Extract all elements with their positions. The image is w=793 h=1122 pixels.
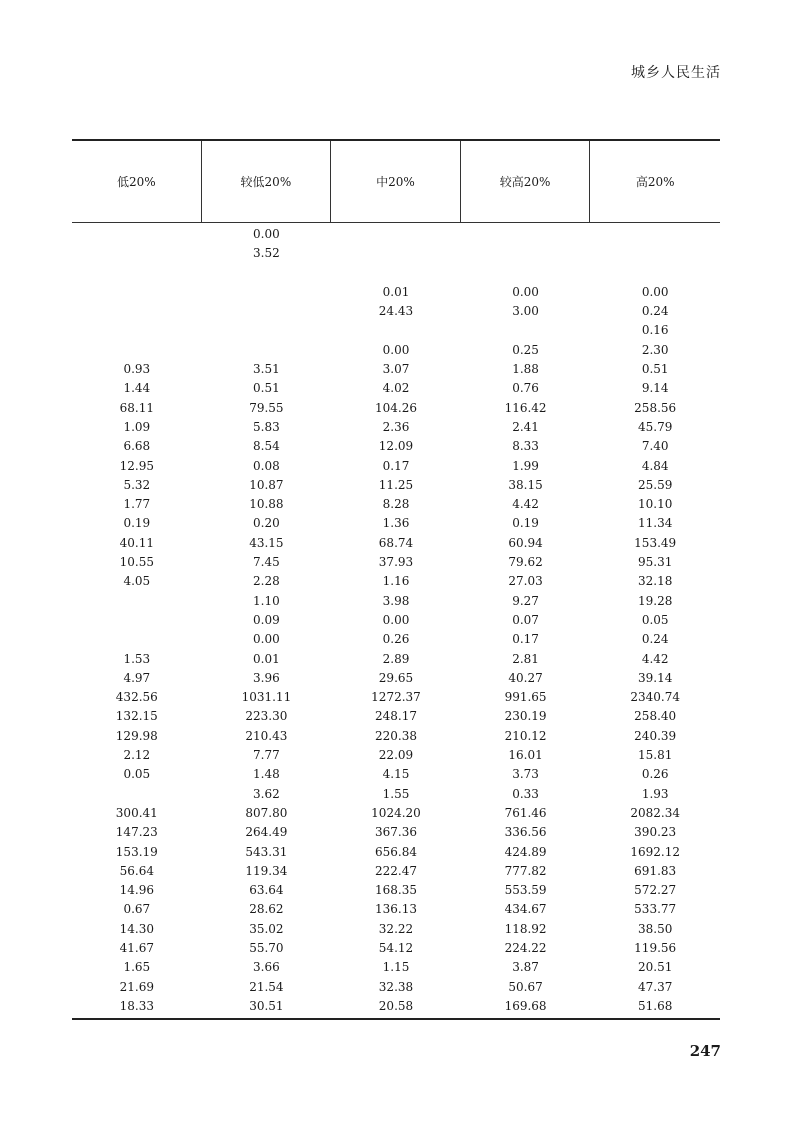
table-cell <box>72 264 202 283</box>
table-cell: 1.55 <box>382 786 410 801</box>
table-cell: 2.81 <box>512 651 539 666</box>
table-cell: 807.80 <box>245 805 288 820</box>
table-cell: 16.01 <box>508 748 543 763</box>
table-cell: 24.43 <box>378 304 414 319</box>
table-cell: 1.09 <box>123 419 151 434</box>
table-cell: 0.33 <box>512 786 539 801</box>
table-cell: 68.11 <box>119 400 154 415</box>
table-cell <box>461 244 591 263</box>
table-cell: 0.00 <box>253 227 280 241</box>
table-cell <box>331 244 461 263</box>
column-header: 中20% <box>331 141 461 222</box>
table-row <box>72 572 720 591</box>
table-cell: 0.24 <box>641 304 669 319</box>
table-cell <box>72 244 202 263</box>
table-cell: 40.11 <box>119 535 154 550</box>
table-cell: 35.02 <box>249 921 284 936</box>
table-cell: 1031.11 <box>241 690 292 705</box>
table-cell: 14.96 <box>119 883 154 898</box>
table-cell: 68.74 <box>378 535 414 550</box>
table-header-row <box>72 141 720 223</box>
table-row <box>72 418 720 437</box>
table-cell <box>72 341 202 360</box>
table-row <box>72 881 720 900</box>
table-cell: 4.97 <box>123 670 151 685</box>
table-row <box>72 495 720 514</box>
table-cell: 119.56 <box>634 940 677 955</box>
table-cell: 56.64 <box>119 863 154 878</box>
table-row <box>72 360 720 379</box>
table-cell <box>72 630 202 649</box>
table-cell: 0.19 <box>512 516 539 531</box>
table-cell: 10.10 <box>637 497 673 512</box>
table-cell: 21.69 <box>119 979 154 994</box>
table-row <box>72 341 720 360</box>
table-cell: 7.45 <box>253 555 280 570</box>
table-cell: 367.36 <box>374 825 417 840</box>
table-cell: 38.15 <box>508 477 543 492</box>
table-cell: 40.27 <box>508 670 543 685</box>
table-cell <box>72 283 202 302</box>
table-cell: 15.81 <box>637 748 673 763</box>
table-cell: 777.82 <box>504 863 547 878</box>
table-cell: 9.27 <box>512 593 539 608</box>
table-cell: 258.56 <box>634 400 677 415</box>
table-cell: 8.28 <box>382 497 410 512</box>
table-cell: 2.28 <box>253 574 280 589</box>
table-cell: 1.99 <box>512 458 539 473</box>
table-cell: 2.12 <box>123 748 151 763</box>
table-cell: 656.84 <box>374 844 417 859</box>
table-cell: 300.41 <box>115 805 158 820</box>
table-cell: 9.14 <box>641 381 669 396</box>
table-cell: 153.49 <box>634 535 677 550</box>
table-cell: 222.47 <box>374 863 417 878</box>
table-cell: 10.55 <box>119 555 154 570</box>
table-cell: 4.02 <box>382 381 410 396</box>
table-bottom-rule <box>72 1018 720 1020</box>
table-cell: 0.51 <box>641 362 669 377</box>
table-cell: 0.17 <box>512 632 539 647</box>
table-cell: 432.56 <box>115 690 158 705</box>
table-row <box>72 958 720 977</box>
table-cell <box>202 321 332 340</box>
table-cell: 0.19 <box>123 516 151 531</box>
table-cell <box>202 302 332 321</box>
table-cell: 3.66 <box>253 960 280 975</box>
table-cell: 45.79 <box>637 419 673 434</box>
table-cell: 11.25 <box>378 477 414 492</box>
table-cell: 0.08 <box>253 458 280 473</box>
table-cell: 3.07 <box>382 362 410 377</box>
table-cell: 27.03 <box>508 574 543 589</box>
table-cell: 0.20 <box>253 516 280 531</box>
table-cell: 8.33 <box>512 439 539 454</box>
table-cell: 210.43 <box>245 728 288 743</box>
page-number: 247 <box>689 1042 721 1060</box>
table-cell: 5.32 <box>123 477 151 492</box>
table-cell: 230.19 <box>504 709 547 724</box>
table-cell: 1.48 <box>253 767 280 782</box>
table-row <box>72 843 720 862</box>
table-cell: 8.54 <box>253 439 280 454</box>
table-row <box>72 823 720 842</box>
data-table <box>72 139 720 1020</box>
table-cell: 0.51 <box>253 381 280 396</box>
table-cell: 32.18 <box>637 574 673 589</box>
table-cell: 2340.74 <box>630 690 680 705</box>
table-cell: 136.13 <box>374 902 417 917</box>
table-cell: 3.87 <box>512 960 539 975</box>
table-row <box>72 746 720 765</box>
table-cell: 1024.20 <box>371 805 421 820</box>
table-row <box>72 534 720 553</box>
table-cell: 0.01 <box>382 284 410 299</box>
table-cell: 7.40 <box>641 439 669 454</box>
table-row <box>72 264 720 283</box>
table-cell: 1.53 <box>123 651 151 666</box>
table-row <box>72 611 720 630</box>
table-cell: 37.93 <box>378 555 414 570</box>
table-cell: 119.34 <box>245 863 288 878</box>
table-cell <box>72 225 202 244</box>
table-cell: 47.37 <box>637 979 673 994</box>
table-row <box>72 321 720 340</box>
table-cell: 79.62 <box>508 555 543 570</box>
table-cell: 147.23 <box>115 825 158 840</box>
table-cell <box>331 264 461 283</box>
table-row <box>72 283 720 302</box>
table-cell: 761.46 <box>504 805 547 820</box>
table-cell: 991.65 <box>504 690 547 705</box>
table-cell: 0.16 <box>641 323 669 338</box>
table-cell: 4.42 <box>512 497 539 512</box>
table-row <box>72 707 720 726</box>
table-cell: 129.98 <box>115 728 158 743</box>
table-cell: 19.28 <box>637 593 673 608</box>
table-cell: 1.88 <box>512 362 539 377</box>
table-cell: 25.59 <box>637 477 673 492</box>
table-cell: 3.51 <box>253 362 280 377</box>
table-cell: 0.00 <box>512 284 539 299</box>
table-cell: 10.87 <box>249 477 284 492</box>
table-cell: 20.51 <box>637 960 673 975</box>
table-cell: 169.68 <box>504 998 547 1013</box>
table-cell: 390.23 <box>634 825 677 840</box>
table-cell: 0.26 <box>382 632 410 647</box>
table-cell: 0.00 <box>253 632 280 647</box>
table-cell: 0.67 <box>123 902 151 917</box>
table-cell: 41.67 <box>119 940 154 955</box>
table-cell: 0.05 <box>641 612 669 627</box>
table-row <box>72 476 720 495</box>
running-head: 城乡人民生活 <box>631 65 721 81</box>
table-row <box>72 669 720 688</box>
table-cell: 2.41 <box>512 419 539 434</box>
table-cell: 0.00 <box>641 284 669 299</box>
table-cell: 21.54 <box>249 979 284 994</box>
table-row <box>72 727 720 746</box>
table-cell: 1272.37 <box>371 690 421 705</box>
table-cell: 0.76 <box>512 381 539 396</box>
table-cell: 12.09 <box>378 439 414 454</box>
table-cell: 0.25 <box>512 342 539 357</box>
table-cell <box>331 321 461 340</box>
table-cell: 4.84 <box>641 458 669 473</box>
table-cell: 39.14 <box>637 670 673 685</box>
table-row <box>72 553 720 572</box>
table-row <box>72 900 720 919</box>
table-cell: 0.17 <box>382 458 410 473</box>
table-cell: 224.22 <box>504 940 547 955</box>
table-cell <box>461 264 591 283</box>
table-cell: 60.94 <box>508 535 543 550</box>
table-cell: 14.30 <box>119 921 154 936</box>
table-cell: 0.24 <box>641 632 669 647</box>
table-row <box>72 225 720 244</box>
table-cell: 210.12 <box>504 728 547 743</box>
table-cell: 572.27 <box>634 883 677 898</box>
table-cell: 0.26 <box>641 767 669 782</box>
table-cell: 1.10 <box>253 593 280 608</box>
table-cell: 20.58 <box>378 998 414 1013</box>
table-cell <box>72 321 202 340</box>
table-cell: 22.09 <box>378 748 414 763</box>
table-cell: 0.00 <box>382 342 410 357</box>
table-cell: 54.12 <box>378 940 414 955</box>
table-row <box>72 650 720 669</box>
table-cell: 30.51 <box>249 998 284 1013</box>
table-cell: 1.77 <box>123 497 151 512</box>
column-header: 较高20% <box>461 141 591 222</box>
table-cell: 50.67 <box>508 979 543 994</box>
table-cell: 2.36 <box>382 419 410 434</box>
table-cell: 3.98 <box>382 593 410 608</box>
table-cell <box>202 283 332 302</box>
table-cell: 240.39 <box>634 728 677 743</box>
table-cell: 118.92 <box>504 921 547 936</box>
table-cell <box>202 264 332 283</box>
table-cell <box>72 611 202 630</box>
table-cell: 38.50 <box>637 921 673 936</box>
table-cell: 4.42 <box>641 651 669 666</box>
column-header: 低20% <box>72 141 202 222</box>
table-cell: 1.36 <box>382 516 410 531</box>
table-cell: 63.64 <box>249 883 284 898</box>
table-cell: 553.59 <box>504 883 547 898</box>
table-cell: 4.05 <box>123 574 151 589</box>
column-header: 较低20% <box>202 141 332 222</box>
table-row <box>72 457 720 476</box>
table-cell: 0.93 <box>123 362 151 377</box>
table-cell: 533.77 <box>634 902 677 917</box>
table-cell <box>461 225 591 244</box>
table-row <box>72 862 720 881</box>
table-cell: 2.30 <box>641 342 669 357</box>
table-cell: 336.56 <box>504 825 547 840</box>
table-row <box>72 785 720 804</box>
table-cell: 691.83 <box>634 863 677 878</box>
table-cell: 3.00 <box>512 304 539 319</box>
table-cell: 1.44 <box>123 381 151 396</box>
table-cell: 28.62 <box>249 902 284 917</box>
table-row <box>72 592 720 611</box>
table-row <box>72 920 720 939</box>
table-row <box>72 997 720 1016</box>
table-cell: 29.65 <box>378 670 414 685</box>
table-cell: 220.38 <box>374 728 417 743</box>
table-cell: 0.07 <box>512 612 539 627</box>
table-cell: 32.22 <box>378 921 414 936</box>
table-cell <box>590 264 720 283</box>
table-cell: 1692.12 <box>630 844 680 859</box>
table-cell: 0.05 <box>123 767 151 782</box>
table-cell: 79.55 <box>249 400 284 415</box>
table-row <box>72 939 720 958</box>
table-cell: 6.68 <box>123 439 151 454</box>
table-cell: 168.35 <box>374 883 417 898</box>
table-row <box>72 399 720 418</box>
table-cell: 1.93 <box>641 786 669 801</box>
table-cell: 258.40 <box>634 709 677 724</box>
table-row <box>72 437 720 456</box>
table-cell <box>202 341 332 360</box>
table-row <box>72 302 720 321</box>
table-row <box>72 804 720 823</box>
table-cell <box>590 244 720 263</box>
table-cell: 153.19 <box>115 844 158 859</box>
table-cell: 4.15 <box>382 767 410 782</box>
table-row <box>72 978 720 997</box>
table-row <box>72 514 720 533</box>
table-cell: 2.89 <box>382 651 410 666</box>
table-cell: 3.96 <box>253 670 280 685</box>
table-cell: 0.01 <box>253 651 280 666</box>
table-cell: 0.00 <box>382 612 410 627</box>
table-row <box>72 379 720 398</box>
table-cell: 1.16 <box>382 574 410 589</box>
table-cell: 264.49 <box>245 825 288 840</box>
table-cell <box>72 592 202 611</box>
table-cell: 95.31 <box>637 555 673 570</box>
column-header: 高20% <box>635 175 675 189</box>
table-cell: 18.33 <box>119 998 154 1013</box>
table-row <box>72 630 720 649</box>
table-cell: 424.89 <box>504 844 547 859</box>
table-cell: 1.15 <box>382 960 410 975</box>
table-cell: 2082.34 <box>630 805 680 820</box>
table-cell: 0.09 <box>253 612 280 627</box>
table-cell: 1.65 <box>123 960 151 975</box>
table-cell <box>461 321 591 340</box>
table-cell: 104.26 <box>374 400 417 415</box>
table-cell <box>590 225 720 244</box>
table-cell: 543.31 <box>245 844 288 859</box>
table-cell: 248.17 <box>374 709 417 724</box>
table-cell: 3.73 <box>512 767 539 782</box>
table-cell: 223.30 <box>245 709 288 724</box>
table-cell: 132.15 <box>115 709 158 724</box>
table-cell: 3.62 <box>253 786 280 801</box>
table-row <box>72 244 720 263</box>
table-cell: 5.83 <box>253 419 280 434</box>
table-cell: 55.70 <box>249 940 284 955</box>
table-cell <box>72 302 202 321</box>
table-row <box>72 765 720 784</box>
table-cell: 3.52 <box>253 246 280 261</box>
table-cell: 32.38 <box>378 979 414 994</box>
table-cell: 116.42 <box>504 400 547 415</box>
table-row <box>72 688 720 707</box>
table-body <box>72 223 720 1016</box>
table-cell: 434.67 <box>504 902 547 917</box>
table-cell <box>72 785 202 804</box>
table-cell: 43.15 <box>249 535 284 550</box>
table-cell: 11.34 <box>637 516 673 531</box>
table-cell: 51.68 <box>637 998 673 1013</box>
table-cell <box>331 225 461 244</box>
table-cell: 12.95 <box>119 458 154 473</box>
table-cell: 7.77 <box>253 748 280 763</box>
table-cell: 10.88 <box>249 497 284 512</box>
